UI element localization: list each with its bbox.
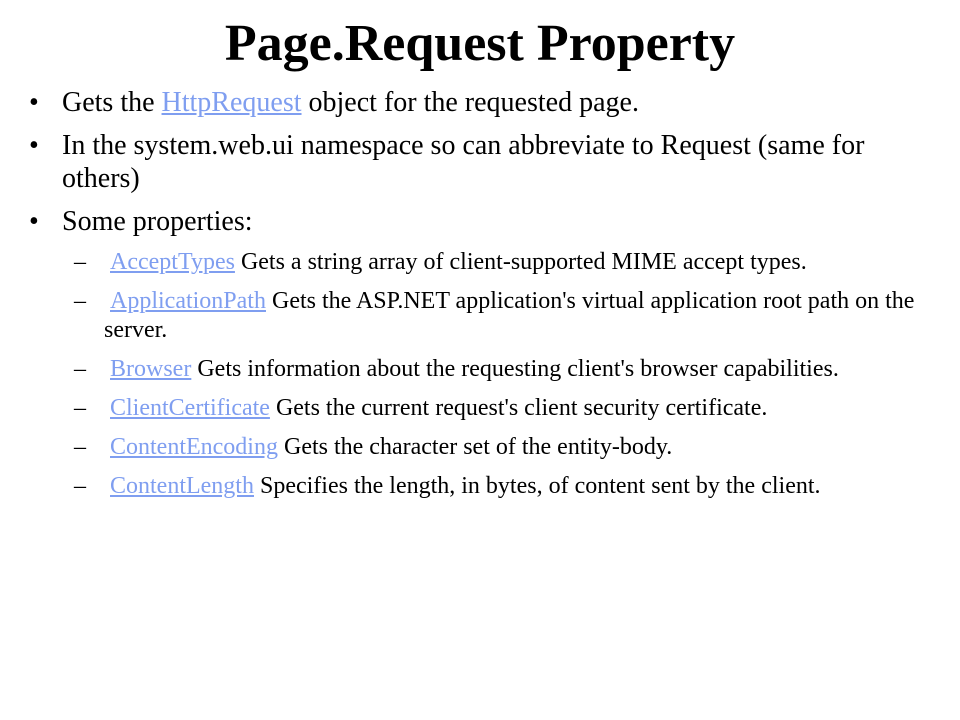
property-accepttypes <box>0 248 960 277</box>
bullet-list <box>0 86 960 511</box>
property-contentencoding <box>0 433 960 462</box>
httprequest-link[interactable]: HttpRequest <box>161 87 302 118</box>
sub-bullet-marker: – <box>74 356 86 382</box>
bullet-httprequest <box>0 86 960 119</box>
bullet-namespace <box>0 129 960 195</box>
sub-bullet-marker: – <box>74 395 86 421</box>
accepttypes-link[interactable]: AcceptTypes <box>110 249 235 275</box>
contentencoding-link[interactable]: ContentEncoding <box>110 434 278 460</box>
slide-title: Page.Request Property <box>224 15 736 72</box>
bullet-marker: • <box>29 87 39 118</box>
clientcertificate-link[interactable]: ClientCertificate <box>110 395 270 421</box>
sub-bullet-marker: – <box>74 249 86 275</box>
bullet-text: Some properties: <box>62 206 253 237</box>
bullet-marker: • <box>29 130 39 161</box>
property-description: Gets the character set of the entity-body. <box>277 434 673 460</box>
property-clientcertificate <box>0 394 960 423</box>
property-browser <box>0 355 960 384</box>
property-description: Specifies the length, in bytes, of content sent by the client. <box>253 473 821 499</box>
sub-bullet-marker: – <box>74 434 86 460</box>
property-description: Gets a string array of client-supported MIME accept types. <box>234 249 807 275</box>
sub-bullet-marker: – <box>74 473 86 499</box>
contentlength-link[interactable]: ContentLength <box>110 473 254 499</box>
property-contentlength <box>0 472 960 501</box>
property-description: Gets the ASP.NET application's virtual application root path on the server. <box>104 288 915 343</box>
browser-link[interactable]: Browser <box>110 356 192 382</box>
bullet-text: object for the requested page. <box>301 87 639 118</box>
bullet-text: Gets the <box>62 87 162 118</box>
property-description: Gets the current request's client security certificate. <box>269 395 768 421</box>
property-description: Gets information about the requesting client's browser capabilities. <box>191 356 839 382</box>
bullet-some-properties <box>0 205 960 238</box>
sub-bullet-marker: – <box>74 288 86 314</box>
bullet-marker: • <box>29 206 39 237</box>
property-applicationpath <box>0 287 960 345</box>
bullet-text: In the system.web.ui namespace so can abbreviate to Request (same for others) <box>62 130 865 194</box>
applicationpath-link[interactable]: ApplicationPath <box>110 288 266 314</box>
